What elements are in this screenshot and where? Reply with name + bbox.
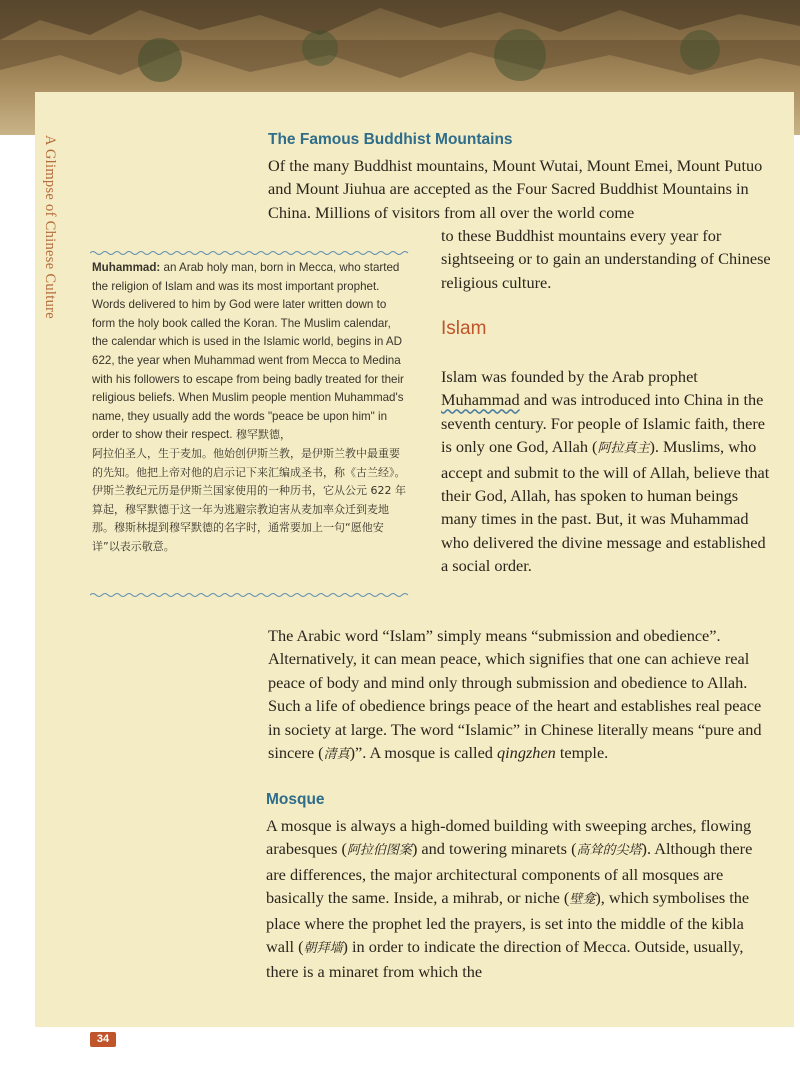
mosque-paragraph xyxy=(266,814,771,984)
niche-chinese: 壁龛 xyxy=(569,892,596,908)
arabic-text-3: temple. xyxy=(555,743,609,763)
kibla-chinese: 朝拜墙 xyxy=(303,941,343,957)
allah-chinese: 阿拉真主 xyxy=(597,441,650,457)
mosque-text-5: ) in order to indicate the direction of Mecca. Outside, usually, there is a minaret from which the xyxy=(266,937,744,982)
mosque-text-3: ). Although there are differences, the major architectural components of all mosques are basically the same. Inside, a mihrab, or niche ( xyxy=(266,839,753,908)
sidebar-term: Muhammad: xyxy=(92,261,161,274)
sidebar-text xyxy=(92,259,410,557)
spine-title: A Glimpse of Chinese Culture xyxy=(42,135,58,319)
mosque-text-2: ) and towering minarets ( xyxy=(411,839,577,859)
wavy-rule-bottom xyxy=(90,592,412,598)
minaret-chinese: 高耸的尖塔 xyxy=(576,843,642,859)
arabic-word-paragraph xyxy=(268,624,768,766)
muhammad-sidebar-note xyxy=(90,250,412,598)
mosque-text-1: A mosque is always a high-domed building with sweeping arches, flowing arabesques ( xyxy=(266,816,752,859)
sidebar-chinese-inline: 穆罕默德， xyxy=(232,428,291,442)
arabic-text-1: The Arabic word “Islam” simply means “submission and obedience”. Alternatively, it can mean peace, which signifies that one can achieve real peace of body and mind only through submission and obedience to Allah. Such a life of obedience brings peace of the heart and establishes real peace in society at large. The word “Islamic” in Chinese literally means “pure and sincere ( xyxy=(268,626,762,763)
mosque-text-4: ), which symbolises the place where the prophet led the prayers, is set into the middle of the kibla wall ( xyxy=(266,888,750,957)
qingzhen-term: qingzhen xyxy=(497,743,556,763)
sidebar-english-text: an Arab holy man, born in Mecca, who started the religion of Islam and was its most important prophet. Words delivered to him by God were later written down to form the holy book called the Koran. The Muslim calendar, the calendar which is used in the Islamic world, begins in AD 622, the year when Muhammad went from Mecca to Medina with his followers to escape from being badly treated for their religious beliefs. When Muslim people mention Muhammad's name, they usually add the words "peace be upon him" in order to show their respect. xyxy=(92,261,404,442)
qingzhen-chinese: 清真 xyxy=(323,747,350,763)
islam-text-2: and was introduced into China in the seventh century. For people of Islamic faith, there is only one God, Allah ( xyxy=(441,390,766,457)
sidebar-chinese-text: 阿拉伯圣人，生于麦加。他始创伊斯兰教，是伊斯兰教中最重要的先知。他把上帝对他的启示记下来汇编成圣书，称《古兰经》。伊斯兰教纪元历是伊斯兰国家使用的一种历书，它从公元 622 年算起，穆罕默德于这一年为逃避宗教迫害从麦加率众迁到麦地那。穆斯林提到穆罕默德的名字时，通常要加上一句“愿他安详”以表示敬意。 xyxy=(92,446,406,553)
islam-text-1: Islam was founded by the Arab prophet xyxy=(441,367,698,386)
islam-text-3: ). Muslims, who accept and submit to the will of Allah, believe that their God, Allah, has spoken to human beings many times in the past. But, it was Muhammad who delivered the divine message and established a social order. xyxy=(441,437,770,576)
arabesque-chinese: 阿拉伯图案 xyxy=(346,843,412,859)
buddhist-paragraph: Of the many Buddhist mountains, Mount Wutai, Mount Emei, Mount Putuo and Mount Jiuhua are accepted as the Four Sacred Buddhist Mountains in China. Millions of visitors from all over the world come xyxy=(268,156,763,222)
buddhist-heading: The Famous Buddhist Mountains xyxy=(268,131,513,148)
buddhist-paragraph-continued: to these Buddhist mountains every year for sightseeing or to gain an understanding of Chinese religious culture. xyxy=(441,226,771,292)
islam-paragraph xyxy=(441,365,771,578)
mosque-heading: Mosque xyxy=(266,791,325,808)
page-number: 34 xyxy=(90,1032,116,1047)
wavy-rule-top xyxy=(90,250,412,256)
muhammad-term: Muhammad xyxy=(441,390,520,410)
arabic-text-2: )”. A mosque is called xyxy=(349,743,498,763)
islam-heading: Islam xyxy=(441,318,487,339)
